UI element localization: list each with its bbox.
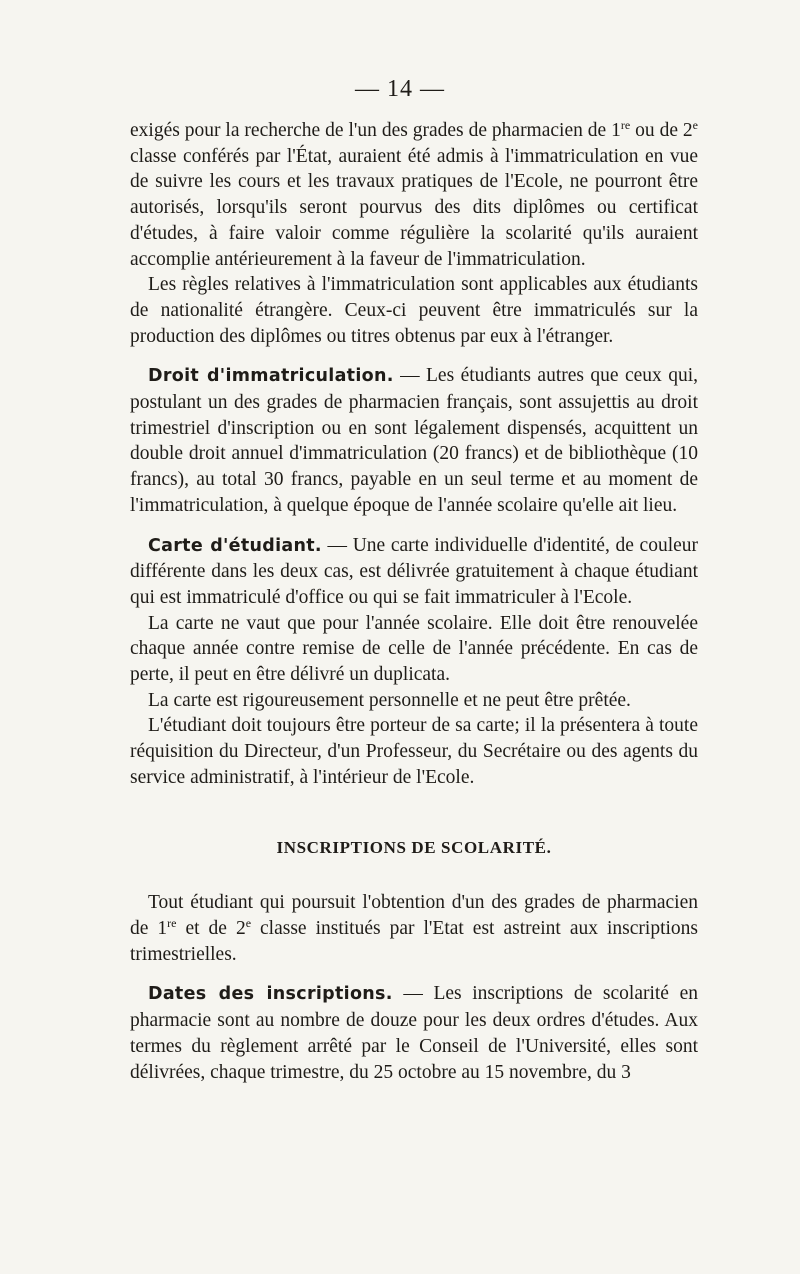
page-number: — 14 — bbox=[355, 76, 445, 102]
paragraph-continued: exigés pour la recherche de l'un des grades de pharmacien de 1re ou de 2e classe conférés par l'État, auraient été admis à l'immatriculation en vue de suivre les cours et les travaux pratiques de l'Ecole, ne pourront être autorisés, lorsqu'ils seront pourvus des dits diplômes ou certificat d'études, à faire valoir comme régulière la scolarité qu'ils auraient accomplie antérieurement à la faveur de l'immatriculation. bbox=[130, 118, 698, 270]
rubric-carte: Carte d'étudiant. bbox=[148, 535, 322, 556]
paragraph-foreign-students: Les règles relatives à l'immatriculation sont applicables aux étudiants de nationalité étrangère. Ceux-ci peuvent être immatriculés sur la production des diplômes ou titres obtenus par eux à l'étranger. bbox=[130, 274, 698, 347]
section-heading: INSCRIPTIONS DE SCOLARITÉ. bbox=[276, 837, 552, 857]
paragraph-carte-validity: La carte ne vaut que pour l'année scolaire. Elle doit être renouvelée chaque année contre remise de celle de l'année précédente. En cas de perte, il peut en être délivré un duplicata. bbox=[130, 612, 698, 686]
paragraph-droit-immatriculation: Droit d'immatriculation. — Les étudiants autres que ceux qui, postulant un des grades de pharmacien français, sont assujettis au droit trimestriel d'inscription ou en sont légalement dispensés, acquittent un double droit annuel d'immatriculation (20 francs) et de bibliothèque (10 francs), au total 30 francs, payable en un seul terme et au moment de l'immatriculation, à quelque époque de l'année scolaire qu'elle ait lieu. bbox=[130, 365, 698, 516]
rubric-dates: Dates des inscriptions. bbox=[148, 984, 393, 1005]
paragraph-dates-inscriptions: Dates des inscriptions. — Les inscriptions de scolarité en pharmacie sont au nombre de douze pour les deux ordres d'études. Aux termes du règlement arrêté par le Conseil de l'Université, elles sont délivrées, chaque trimestre, du 25 octobre au 15 novembre, du 3 bbox=[130, 983, 698, 1083]
page-body bbox=[130, 118, 698, 1085]
paragraph-carte-etudiant: Carte d'étudiant. — Une carte individuelle d'identité, de couleur différente dans les deux cas, est délivrée gratuitement à chaque étudiant qui est immatriculé d'office ou qui se fait immatriculer à l'Ecole. bbox=[130, 534, 699, 608]
paragraph-inscriptions: Tout étudiant qui poursuit l'obtention d'un des grades de pharmacien de 1re et de 2e classe institués par l'Etat est astreint aux inscriptions trimestrielles. bbox=[130, 892, 698, 965]
paragraph-carte-personal: La carte est rigoureusement personnelle et ne peut être prêtée. bbox=[148, 689, 631, 711]
rubric-droit: Droit d'immatriculation. bbox=[148, 366, 394, 387]
paragraph-carte-requisition: L'étudiant doit toujours être porteur de sa carte; il la présentera à toute réquisition du Directeur, d'un Professeur, du Secrétaire ou des agents du service administratif, à l'intérieur de l'Ecole. bbox=[130, 715, 698, 788]
